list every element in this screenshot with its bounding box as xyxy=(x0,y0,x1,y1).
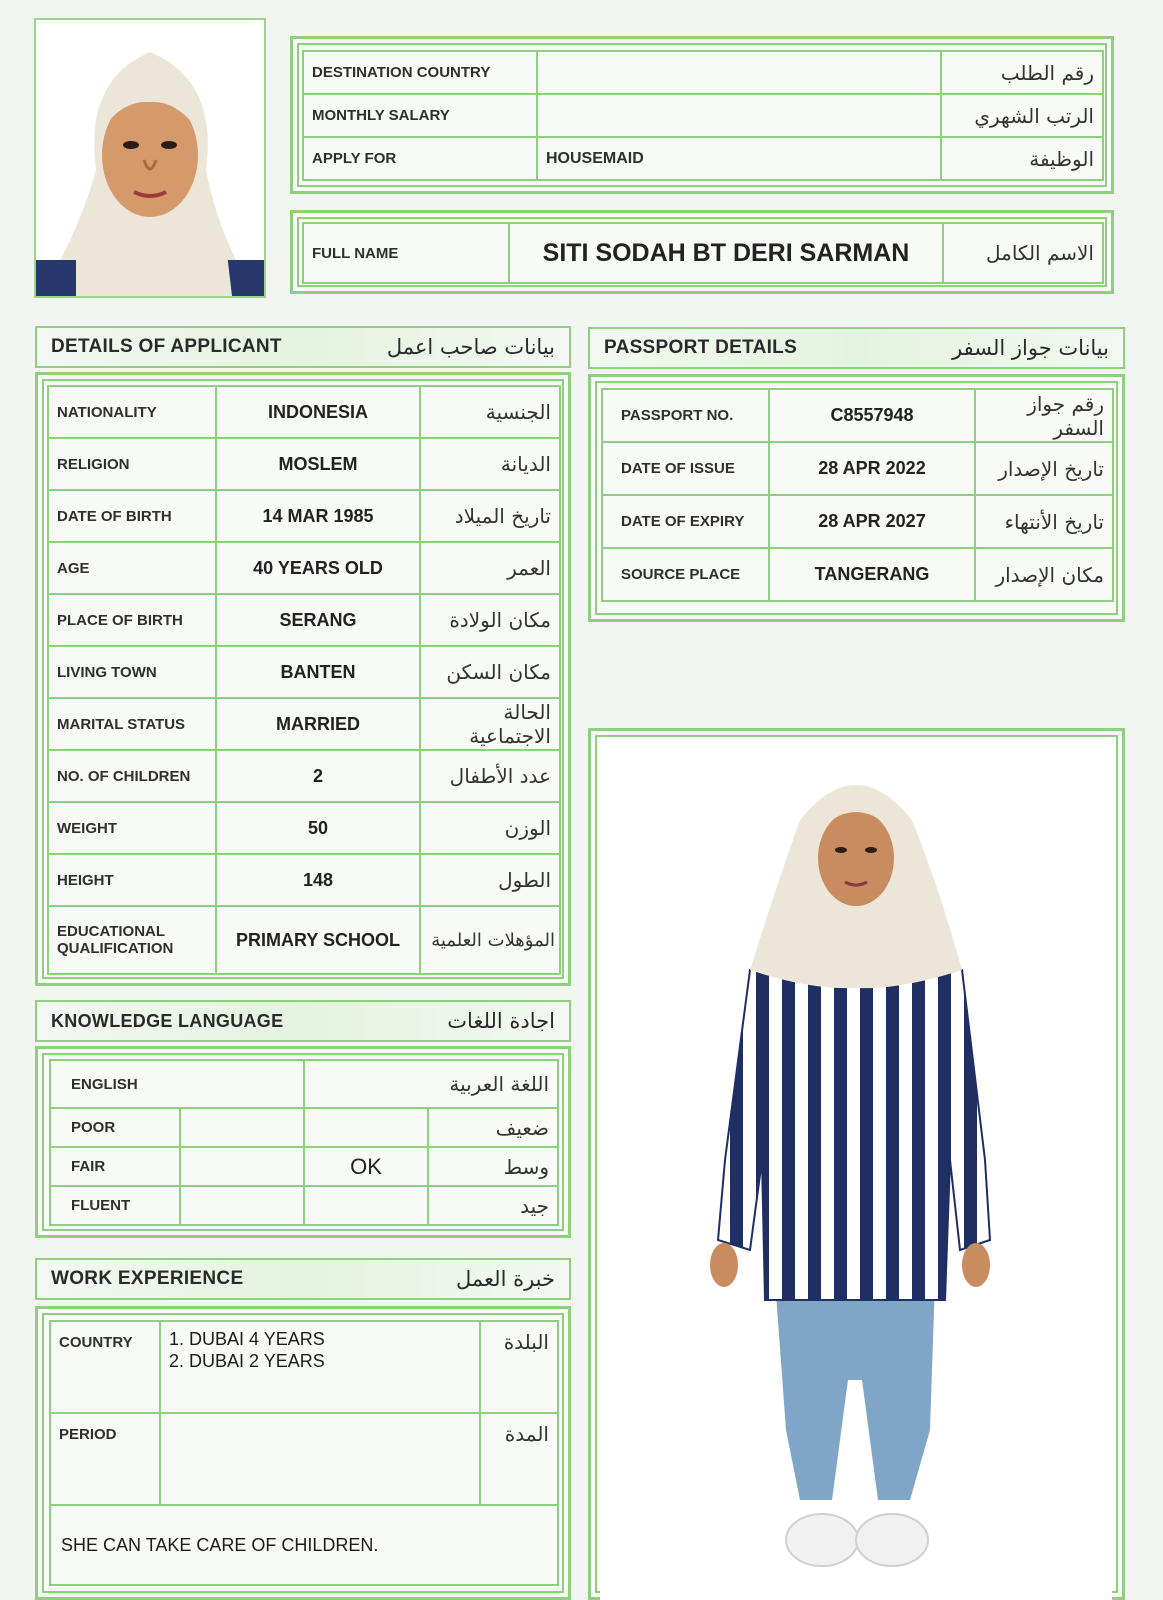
applicant-row xyxy=(48,646,560,698)
applicant-row-ar: عدد الأطفال xyxy=(420,750,560,802)
work-period-ar: المدة xyxy=(480,1413,558,1505)
language-row-label: FAIR xyxy=(50,1147,180,1186)
monthly-salary-value xyxy=(537,94,941,137)
monthly-salary-row xyxy=(303,94,1103,137)
full-name-value: SITI SODAH BT DERI SARMAN xyxy=(509,223,943,283)
work-header-en: WORK EXPERIENCE xyxy=(51,1268,244,1289)
language-row-arabic: OK xyxy=(304,1147,428,1186)
applicant-row-ar: العمر xyxy=(420,542,560,594)
applicant-row-ar: الديانة xyxy=(420,438,560,490)
language-table xyxy=(49,1059,559,1226)
passport-table xyxy=(601,388,1114,602)
applicant-row-ar: الحالة الاجتماعية xyxy=(420,698,560,750)
education-label-line-2: QUALIFICATION xyxy=(57,940,174,957)
work-period-value xyxy=(160,1413,480,1505)
work-note-row xyxy=(50,1505,558,1585)
passport-row-ar: تاريخ الأنتهاء xyxy=(975,495,1113,548)
applicant-row-value: 148 xyxy=(216,854,420,906)
passport-header-en: PASSPORT DETAILS xyxy=(604,337,798,358)
portrait-photo xyxy=(34,18,266,298)
passport-row xyxy=(602,389,1113,442)
applicant-table xyxy=(47,385,561,975)
passport-row xyxy=(602,548,1113,601)
applicant-row-ar: الجنسية xyxy=(420,386,560,438)
full-body-photo xyxy=(600,740,1112,1600)
applicant-row-ar: مكان الولادة xyxy=(420,594,560,646)
applicant-row-ar: الطول xyxy=(420,854,560,906)
language-row-english xyxy=(180,1186,304,1225)
language-row-label: FLUENT xyxy=(50,1186,180,1225)
applicant-row-label: NO. OF CHILDREN xyxy=(48,750,216,802)
passport-row-ar: مكان الإصدار xyxy=(975,548,1113,601)
passport-row-ar: تاريخ الإصدار xyxy=(975,442,1113,495)
education-label xyxy=(48,906,216,974)
passport-row-value: C8557948 xyxy=(769,389,975,442)
job-info-table xyxy=(302,50,1104,181)
passport-row-label: SOURCE PLACE xyxy=(602,548,769,601)
applicant-row-value: INDONESIA xyxy=(216,386,420,438)
applicant-row xyxy=(48,802,560,854)
applicant-row xyxy=(48,490,560,542)
language-row xyxy=(50,1108,558,1147)
language-header-row xyxy=(50,1060,558,1108)
apply-for-label: APPLY FOR xyxy=(303,137,537,180)
work-country-row xyxy=(50,1321,558,1413)
language-header-ar: اجادة اللغات xyxy=(447,1009,555,1033)
passport-row-value: 28 APR 2027 xyxy=(769,495,975,548)
passport-row-ar: رقم جواز السفر xyxy=(975,389,1113,442)
apply-for-ar: الوظيفة xyxy=(941,137,1103,180)
work-country-line-2: 2. DUBAI 2 YEARS xyxy=(169,1351,325,1371)
applicant-row-value: MOSLEM xyxy=(216,438,420,490)
english-column-label: ENGLISH xyxy=(50,1060,304,1108)
education-value: PRIMARY SCHOOL xyxy=(216,906,420,974)
work-section-header xyxy=(35,1258,571,1300)
applicant-row-label: PLACE OF BIRTH xyxy=(48,594,216,646)
arabic-column-label: اللغة العربية xyxy=(304,1060,558,1108)
language-row-ar: جيد xyxy=(428,1186,558,1225)
applicant-row-value: SERANG xyxy=(216,594,420,646)
applicant-row-value: 40 YEARS OLD xyxy=(216,542,420,594)
applicant-row-label: AGE xyxy=(48,542,216,594)
applicant-row-ar: تاريخ الميلاد xyxy=(420,490,560,542)
work-country-label: COUNTRY xyxy=(50,1321,160,1413)
applicant-row xyxy=(48,438,560,490)
applicant-row-ar: مكان السكن xyxy=(420,646,560,698)
destination-country-row xyxy=(303,51,1103,94)
work-period-label: PERIOD xyxy=(50,1413,160,1505)
applicant-row-label: WEIGHT xyxy=(48,802,216,854)
education-row xyxy=(48,906,560,974)
education-ar: المؤهلات العلمية xyxy=(420,906,560,974)
destination-country-ar: رقم الطلب xyxy=(941,51,1103,94)
passport-row-label: PASSPORT NO. xyxy=(602,389,769,442)
work-country-ar: البلدة xyxy=(480,1321,558,1413)
apply-for-value: HOUSEMAID xyxy=(537,137,941,180)
work-header-ar: خبرة العمل xyxy=(456,1267,555,1291)
applicant-row-label: HEIGHT xyxy=(48,854,216,906)
applicant-row xyxy=(48,542,560,594)
language-section-header xyxy=(35,1000,571,1042)
applicant-row-label: LIVING TOWN xyxy=(48,646,216,698)
language-row xyxy=(50,1147,558,1186)
language-row-english xyxy=(180,1108,304,1147)
passport-row xyxy=(602,495,1113,548)
language-row xyxy=(50,1186,558,1225)
passport-row-label: DATE OF EXPIRY xyxy=(602,495,769,548)
applicant-row xyxy=(48,386,560,438)
applicant-row-label: MARITAL STATUS xyxy=(48,698,216,750)
work-note: SHE CAN TAKE CARE OF CHILDREN. xyxy=(50,1505,558,1585)
language-row-arabic xyxy=(304,1186,428,1225)
applicant-header-en: DETAILS OF APPLICANT xyxy=(51,336,282,357)
applicant-row-label: RELIGION xyxy=(48,438,216,490)
language-row-arabic xyxy=(304,1108,428,1147)
destination-country-value xyxy=(537,51,941,94)
passport-row-value: TANGERANG xyxy=(769,548,975,601)
passport-section-header xyxy=(588,327,1125,369)
portrait-figure-icon xyxy=(36,20,264,296)
applicant-row-ar: الوزن xyxy=(420,802,560,854)
education-label-line-1: EDUCATIONAL xyxy=(57,923,166,940)
language-row-english xyxy=(180,1147,304,1186)
applicant-row xyxy=(48,698,560,750)
destination-country-label: DESTINATION COUNTRY xyxy=(303,51,537,94)
applicant-row-label: DATE OF BIRTH xyxy=(48,490,216,542)
applicant-row xyxy=(48,594,560,646)
language-row-ar: وسط xyxy=(428,1147,558,1186)
passport-row-value: 28 APR 2022 xyxy=(769,442,975,495)
monthly-salary-label: MONTHLY SALARY xyxy=(303,94,537,137)
passport-header-ar: بيانات جواز السفر xyxy=(952,336,1109,360)
monthly-salary-ar: الرتب الشهري xyxy=(941,94,1103,137)
applicant-row-value: 50 xyxy=(216,802,420,854)
work-country-value xyxy=(160,1321,480,1413)
work-country-line-1: 1. DUBAI 4 YEARS xyxy=(169,1329,325,1349)
full-body-figure-icon xyxy=(600,740,1112,1600)
applicant-header-ar: بيانات صاحب اعمل xyxy=(386,335,555,359)
applicant-section-header xyxy=(35,326,571,368)
work-period-row xyxy=(50,1413,558,1505)
language-row-ar: ضعيف xyxy=(428,1108,558,1147)
full-name-ar: الاسم الكامل xyxy=(943,223,1103,283)
language-header-en: KNOWLEDGE LANGUAGE xyxy=(51,1010,284,1031)
full-name-label: FULL NAME xyxy=(303,223,509,283)
language-row-label: POOR xyxy=(50,1108,180,1147)
applicant-row-value: 2 xyxy=(216,750,420,802)
passport-row xyxy=(602,442,1113,495)
full-name-table xyxy=(302,222,1104,284)
applicant-row-value: 14 MAR 1985 xyxy=(216,490,420,542)
applicant-row xyxy=(48,854,560,906)
applicant-row-label: NATIONALITY xyxy=(48,386,216,438)
work-table xyxy=(49,1320,559,1586)
applicant-row-value: MARRIED xyxy=(216,698,420,750)
applicant-row xyxy=(48,750,560,802)
passport-row-label: DATE OF ISSUE xyxy=(602,442,769,495)
applicant-row-value: BANTEN xyxy=(216,646,420,698)
apply-for-row xyxy=(303,137,1103,180)
